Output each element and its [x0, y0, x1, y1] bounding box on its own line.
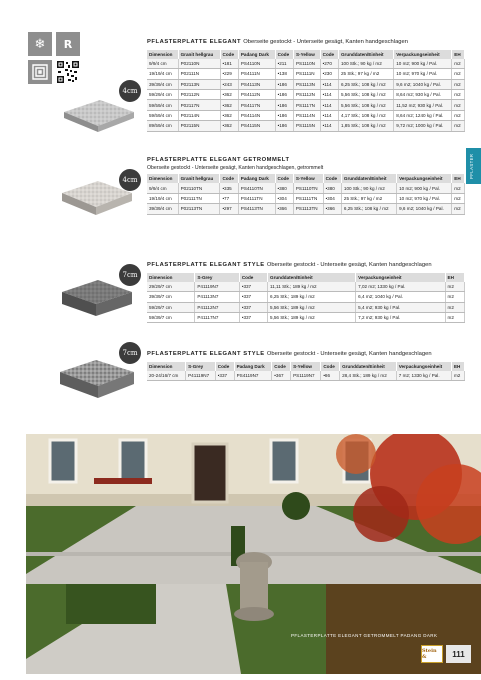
table-header-cell: Code — [272, 362, 291, 371]
table-cell: •211 — [275, 59, 293, 69]
table-cell: •77 — [220, 193, 238, 203]
table-cell: •114 — [320, 90, 338, 100]
table-row — [147, 121, 465, 131]
table-row — [147, 69, 465, 79]
table-cell: P02111TN — [178, 193, 220, 203]
table-cell: 19/19/4 cm — [147, 193, 178, 203]
table-cell: m2 — [452, 79, 465, 89]
table-cell: PS4117N — [238, 100, 275, 110]
table-row — [147, 292, 465, 302]
table-cell: m2 — [445, 292, 465, 302]
table-cell: •362 — [220, 121, 238, 131]
table-cell: •181 — [220, 59, 238, 69]
table-cell: •114 — [320, 79, 338, 89]
table-cell: PS4110N — [238, 59, 275, 69]
table-cell: •337 — [215, 371, 234, 381]
table-header-cell: S-Grey — [186, 362, 216, 371]
table-cell: 59/59/4 cm — [147, 100, 178, 110]
table-header-cell: Verpackungseinheit — [397, 174, 452, 183]
table-cell: PS1110N — [293, 59, 320, 69]
table-cell: •114 — [320, 100, 338, 110]
table-header-cell: Code — [275, 50, 293, 59]
table-cell: •138 — [275, 69, 293, 79]
table-cell: •186 — [275, 90, 293, 100]
table-header-cell: Verpackungseinheit — [356, 273, 445, 282]
table-row — [147, 204, 465, 214]
table-cell: •367 — [272, 371, 291, 381]
table-cell: m2 — [452, 183, 465, 193]
table-cell: 39/39/4 cm — [147, 79, 178, 89]
table-cell: 7,02 m2; 1330 kg / Pal. — [356, 282, 445, 292]
table-cell: •114 — [320, 110, 338, 120]
table-header-cell: Code — [321, 362, 340, 371]
table-row — [147, 282, 465, 292]
table-cell: •380 — [275, 183, 293, 193]
table-cell: P02114N — [178, 110, 220, 120]
product-section-elegant — [147, 39, 465, 132]
table-row — [147, 79, 465, 89]
table-cell: 25 Stk.; 97 kg / m2 — [338, 69, 393, 79]
table-cell: PS1117N — [293, 100, 320, 110]
table-cell: •362 — [220, 110, 238, 120]
table-header-cell: Granit hellgrau — [178, 174, 220, 183]
table-header-cell: Code — [320, 50, 338, 59]
thickness-badge: 7cm — [119, 342, 141, 364]
table-cell: 6,4 m2; 1040 kg / Pal. — [356, 292, 445, 302]
table-cell: PS4115N — [238, 121, 275, 131]
table-cell: P41117N7 — [195, 313, 240, 323]
table-header-cell: Padang Dark — [238, 50, 275, 59]
table-cell: •337 — [239, 292, 267, 302]
table-cell: •337 — [239, 313, 267, 323]
table-cell: P41119N7 — [186, 371, 216, 381]
table-cell: •186 — [275, 100, 293, 110]
table-cell: 9,72 m2; 1000 kg / Pal. — [394, 121, 452, 131]
table-cell: PS1111TN — [293, 193, 323, 203]
table-header-cell: Dimension — [147, 50, 178, 59]
table-cell: 6,25 Stk.; 108 kg / m2 — [341, 204, 396, 214]
table-cell: •230 — [320, 69, 338, 79]
table-row — [147, 193, 465, 203]
qr-code-icon — [56, 60, 80, 84]
table-cell: 5,56 Stk.; 108 kg / m2 — [338, 100, 393, 110]
table-cell: m2 — [452, 100, 465, 110]
table-cell: 100 Stk.; 90 kg / m2 — [338, 59, 393, 69]
table-cell: m2 — [452, 121, 465, 131]
table-cell: 59/39/7 cm — [147, 313, 195, 323]
product-table — [147, 50, 465, 132]
table-header-cell: Verpackungseinheit — [396, 362, 451, 371]
table-cell: 59/29/7 cm — [147, 302, 195, 312]
table-cell: PS4112N — [238, 90, 275, 100]
snowflake-icon: ❄ — [28, 32, 52, 56]
table-cell: 5,4 m2; 930 kg / Pal. — [356, 302, 445, 312]
thickness-badge: 7cm — [119, 264, 141, 286]
table-header-cell: Code — [239, 273, 267, 282]
table-cell: 59/59/4 cm — [147, 110, 178, 120]
table-header-cell: S-Yellow — [291, 362, 321, 371]
table-cell: •335 — [220, 183, 238, 193]
table-cell: m2 — [445, 282, 465, 292]
table-row — [147, 313, 465, 323]
section-subtitle: Oberseite gestockt - Unterseite gesägt, Kanten handgeschlagen — [266, 351, 432, 357]
table-cell: •366 — [275, 204, 293, 214]
table-cell: 6,25 Stk.; 108 kg / m2 — [338, 79, 393, 89]
table-cell: PS4113TN — [238, 204, 275, 214]
table-cell: 5,56 Stk.; 189 kg / m2 — [268, 302, 356, 312]
garden-path-photo — [26, 434, 481, 674]
table-cell: 5,56 Stk.; 108 kg / m2 — [338, 90, 393, 100]
thickness-badge: 4cm — [119, 80, 141, 102]
table-cell: 10 m2; 970 kg / Pal. — [394, 69, 452, 79]
product-section-elegant-getrommelt — [147, 157, 465, 215]
table-cell: •337 — [239, 282, 267, 292]
table-cell: 10 m2; 900 kg / Pal. — [397, 183, 452, 193]
table-cell: PS1119N7 — [291, 371, 321, 381]
section-title: PFLASTERPLATTE ELEGANT STYLE — [147, 351, 265, 357]
table-cell: P41119N7 — [195, 282, 240, 292]
table-header-cell: EH — [452, 50, 465, 59]
product-table — [147, 362, 465, 382]
table-cell: 7 m2; 1330 kg / Pal. — [396, 371, 451, 381]
table-cell: •86 — [321, 371, 340, 381]
table-cell: m2 — [445, 302, 465, 312]
table-cell: PS1110TN — [293, 183, 323, 193]
table-cell: •114 — [320, 121, 338, 131]
stone-slab-image-4 — [56, 356, 136, 404]
table-cell: P41113N7 — [195, 292, 240, 302]
table-header-cell: Grunddaten/Einheit — [268, 273, 356, 282]
table-header-cell: Grunddaten/Einheit — [340, 362, 397, 371]
table-cell: 39/39/4 cm — [147, 204, 178, 214]
table-header-cell: Code — [323, 174, 341, 183]
table-cell: m2 — [452, 59, 465, 69]
table-cell: PS4119N7 — [234, 371, 272, 381]
table-cell: m2 — [452, 110, 465, 120]
table-header-cell: Verpackungseinheit — [394, 50, 452, 59]
table-header-cell: Dimension — [147, 174, 178, 183]
brand-logo: Stein & — [421, 645, 443, 663]
table-row — [147, 90, 465, 100]
table-cell: 20-24/16/7 cm — [147, 371, 186, 381]
table-cell: 19/19/4 cm — [147, 69, 178, 79]
table-header-cell: Dimension — [147, 273, 195, 282]
table-cell: 7,2 m2; 930 kg / Pal. — [356, 313, 445, 323]
product-table — [147, 273, 465, 324]
table-header-cell: Grunddaten/Einheit — [341, 174, 396, 183]
table-header-cell: Code — [215, 362, 234, 371]
table-row — [147, 100, 465, 110]
table-cell: PS4110TN — [238, 183, 275, 193]
table-cell: PS1113N — [293, 79, 320, 89]
table-cell: PS1111N — [293, 69, 320, 79]
table-cell: 9,6 m2; 1040 kg / Pal. — [397, 204, 452, 214]
table-cell: •304 — [275, 193, 293, 203]
table-cell: •243 — [220, 79, 238, 89]
table-header-cell: Padang Dark — [238, 174, 275, 183]
table-cell: 6,25 Stk.; 189 kg / m2 — [268, 292, 356, 302]
table-row — [147, 59, 465, 69]
side-category-tab[interactable]: PFLASTER — [466, 148, 481, 184]
table-cell: m2 — [452, 204, 465, 214]
page-number: 111 — [446, 645, 471, 663]
section-title: PFLASTERPLATTE ELEGANT — [147, 39, 242, 45]
table-header-cell: Padang Dark — [234, 362, 272, 371]
table-header-cell: Code — [220, 50, 238, 59]
table-row — [147, 183, 465, 193]
table-header-cell: Code — [220, 174, 238, 183]
table-cell: 1,85 Stk.; 108 kg / m2 — [338, 121, 393, 131]
table-cell: PS4111N — [238, 69, 275, 79]
table-cell: 89/59/4 cm — [147, 121, 178, 131]
table-cell: PS4113N — [238, 79, 275, 89]
table-cell: m2 — [452, 69, 465, 79]
table-cell: 10 m2; 900 kg / Pal. — [394, 59, 452, 69]
table-cell: m2 — [451, 371, 464, 381]
table-cell: •270 — [320, 59, 338, 69]
table-cell: P02113N — [178, 79, 220, 89]
table-cell: 5,56 Stk.; 189 kg / m2 — [268, 313, 356, 323]
table-cell: •297 — [220, 204, 238, 214]
table-cell: 39/39/7 cm — [147, 292, 195, 302]
table-header-cell: S-Grey — [195, 273, 240, 282]
table-cell: •337 — [239, 302, 267, 312]
table-cell: 8,64 m2; 930 kg / Pal. — [394, 90, 452, 100]
table-row — [147, 302, 465, 312]
table-cell: •362 — [220, 100, 238, 110]
table-header-cell: Grunddaten/Einheit — [338, 50, 393, 59]
table-header-cell: S-Yellow — [293, 174, 323, 183]
photo-caption: PFLASTERPLATTE ELEGANT GETROMMELT PADANG DARK — [291, 633, 438, 638]
table-header-cell: EH — [445, 273, 465, 282]
table-cell: P02112N — [178, 90, 220, 100]
table-cell: 9/9/4 cm — [147, 59, 178, 69]
table-header-cell: Code — [275, 174, 293, 183]
section-subtitle: Oberseite gestockt - Unterseite gesägt, Kanten handgeschlagen, getrommelt — [147, 164, 324, 171]
table-row — [147, 110, 465, 120]
table-cell: 100 Stk.; 90 kg / m2 — [341, 183, 396, 193]
table-cell: •229 — [220, 69, 238, 79]
table-cell: PS4111TN — [238, 193, 275, 203]
table-cell: PS1112N — [293, 90, 320, 100]
table-cell: •362 — [220, 90, 238, 100]
table-cell: •186 — [275, 110, 293, 120]
table-cell: 59/29/4 cm — [147, 90, 178, 100]
table-cell: P02111N — [178, 69, 220, 79]
table-cell: PS4114N — [238, 110, 275, 120]
table-cell: P02113TN — [178, 204, 220, 214]
table-row — [147, 371, 465, 381]
section-subtitle: Oberseite gestockt - Unterseite gesägt, Kanten handgeschlagen — [266, 262, 432, 268]
table-header-cell: Dimension — [147, 362, 186, 371]
stone-pattern-icon — [28, 60, 52, 84]
section-subtitle: Oberseite gestockt - Unterseite gesägt, Kanten handgeschlagen — [243, 39, 408, 45]
table-cell: 25 Stk.; 97 kg / m2 — [341, 193, 396, 203]
table-cell: •186 — [275, 79, 293, 89]
section-title: PFLASTERPLATTE ELEGANT GETROMMELT — [147, 157, 290, 163]
table-cell: 9,6 m2; 1040 kg / Pal. — [394, 79, 452, 89]
table-cell: 29/29/7 cm — [147, 282, 195, 292]
table-cell: P02117N — [178, 100, 220, 110]
table-cell: 28,4 Stk.; 189 kg / m2 — [340, 371, 397, 381]
table-cell: m2 — [452, 193, 465, 203]
table-cell: m2 — [445, 313, 465, 323]
table-cell: PS1114N — [293, 110, 320, 120]
table-cell: m2 — [452, 90, 465, 100]
product-section-elegant-style-2 — [147, 351, 465, 381]
table-cell: 8,64 m2; 1240 kg / Pal. — [394, 110, 452, 120]
table-header-cell: S-Yellow — [293, 50, 320, 59]
table-cell: PS1115N — [293, 121, 320, 131]
table-header-cell: EH — [451, 362, 464, 371]
table-cell: •366 — [323, 204, 341, 214]
table-header-cell: Granit hellgrau — [178, 50, 220, 59]
table-cell: PS1113TN — [293, 204, 323, 214]
thickness-badge: 4cm — [119, 169, 141, 191]
table-cell: •186 — [275, 121, 293, 131]
table-cell: P41112N7 — [195, 302, 240, 312]
table-cell: 4,17 Stk.; 108 kg / m2 — [338, 110, 393, 120]
slip-resistance-icon: R — [56, 32, 80, 56]
table-cell: 11,52 m2; 930 kg / Pal. — [394, 100, 452, 110]
table-cell: P02110TN — [178, 183, 220, 193]
table-cell: •304 — [323, 193, 341, 203]
table-cell: P02110N — [178, 59, 220, 69]
table-cell: 11,11 Stk.; 189 kg / m2 — [268, 282, 356, 292]
table-cell: P02115N — [178, 121, 220, 131]
section-title: PFLASTERPLATTE ELEGANT STYLE — [147, 262, 265, 268]
product-section-elegant-style — [147, 262, 465, 323]
product-table — [147, 174, 465, 215]
table-cell: •380 — [323, 183, 341, 193]
table-cell: 10 m2; 970 kg / Pal. — [397, 193, 452, 203]
table-cell: 9/9/4 cm — [147, 183, 178, 193]
table-header-cell: EH — [452, 174, 465, 183]
